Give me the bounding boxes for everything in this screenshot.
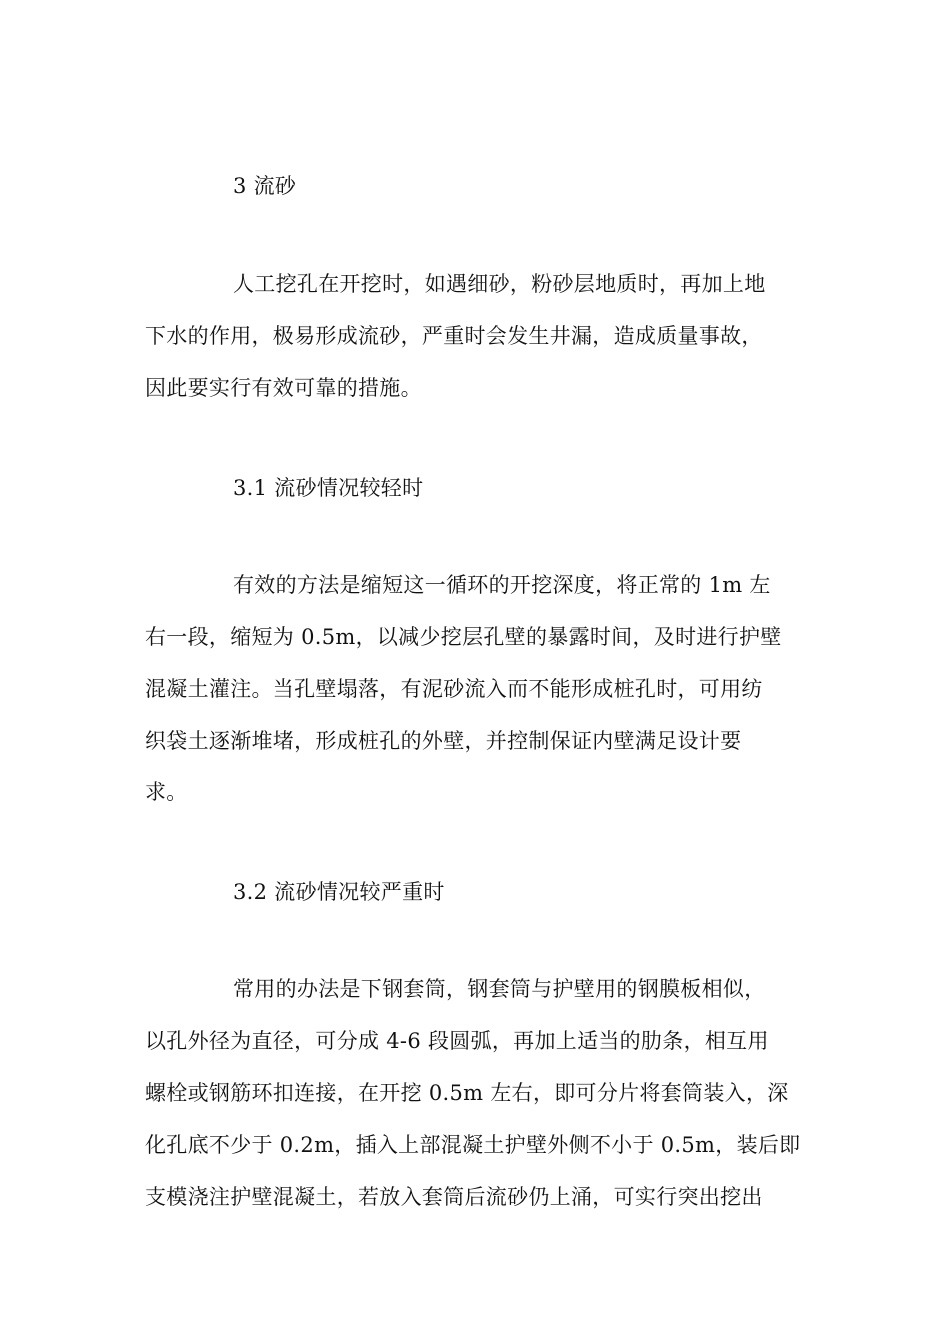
paragraph-line: 人工挖孔在开挖时，如遇细砂，粉砂层地质时，再加上地: [233, 272, 766, 296]
paragraph-line: 下水的作用，极易形成流砂，严重时会发生井漏，造成质量事故，: [145, 324, 763, 348]
paragraph-line: 混凝土灌注。当孔壁塌落，有泥砂流入而不能形成桩孔时，可用纺: [145, 677, 763, 701]
paragraph-line: 以孔外径为直径，可分成 4-6 段圆弧，再加上适当的肋条，相互用: [145, 1029, 769, 1053]
paragraph-line: 有效的方法是缩短这一循环的开挖深度，将正常的 1m 左: [233, 573, 771, 597]
paragraph-line: 右一段，缩短为 0.5m，以减少挖层孔壁的暴露时间，及时进行护壁: [145, 625, 782, 649]
section-heading-3: 3 流砂: [233, 174, 297, 198]
section-heading-3-2: 3.2 流砂情况较严重时: [233, 880, 445, 904]
paragraph-line: 螺栓或钢筋环扣连接，在开挖 0.5m 左右，即可分片将套筒装入，深: [145, 1081, 789, 1105]
paragraph-line: 求。: [145, 780, 188, 804]
paragraph-line: 因此要实行有效可靠的措施。: [145, 376, 422, 400]
section-heading-3-1: 3.1 流砂情况较轻时: [233, 476, 424, 500]
paragraph-line: 常用的办法是下钢套筒，钢套筒与护壁用的钢膜板相似，: [233, 977, 766, 1001]
paragraph-line: 支模浇注护壁混凝土，若放入套筒后流砂仍上涌，可实行突出挖出: [145, 1185, 763, 1209]
paragraph-line: 织袋土逐渐堆堵，形成桩孔的外壁，并控制保证内壁满足设计要: [145, 729, 742, 753]
paragraph-line: 化孔底不少于 0.2m，插入上部混凝土护壁外侧不小于 0.5m，装后即: [145, 1133, 801, 1157]
